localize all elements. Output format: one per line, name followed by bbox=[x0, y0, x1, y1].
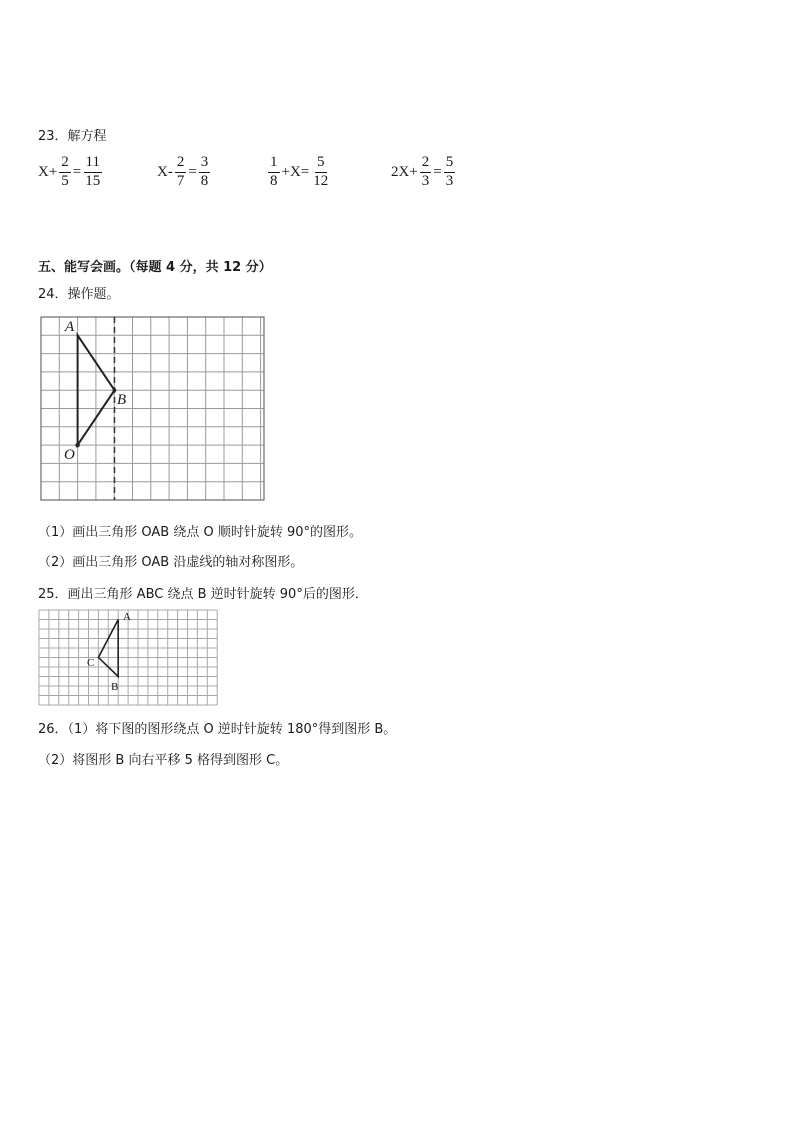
denominator: 5 bbox=[61, 172, 69, 189]
numerator: 3 bbox=[199, 154, 211, 172]
denominator: 3 bbox=[421, 172, 430, 189]
fraction bbox=[83, 154, 102, 190]
point-b bbox=[113, 388, 117, 392]
section-title: 五、能写会画。（每题 4 分，共 12 分） bbox=[38, 260, 272, 275]
grid-lines bbox=[39, 610, 217, 705]
equation-2 bbox=[157, 150, 212, 194]
equation-operator: = bbox=[72, 163, 82, 180]
q26-line2: （2）将图形 B 向右平移 5 格得到图形 C。 bbox=[38, 753, 289, 768]
denominator: 8 bbox=[270, 172, 278, 189]
q24-grid-figure bbox=[38, 314, 268, 504]
label-a: A bbox=[123, 611, 131, 623]
q24-sub1: （1）画出三角形 OAB 绕点 O 顺时针旋转 90°的图形。 bbox=[38, 525, 363, 540]
q26-line1: 26．（1）将下图的图形绕点 O 逆时针旋转 180°得到图形 B。 bbox=[38, 722, 397, 737]
point-o bbox=[75, 443, 79, 447]
fraction bbox=[311, 154, 330, 190]
q24-title: 24．操作题。 bbox=[38, 287, 120, 302]
denominator: 8 bbox=[200, 172, 209, 189]
q25-title: 25．画出三角形 ABC 绕点 B 逆时针旋转 90°后的图形． bbox=[38, 587, 368, 602]
numerator: 11 bbox=[84, 154, 102, 172]
equation-middle: +X= bbox=[281, 163, 310, 180]
equation-1 bbox=[38, 150, 104, 194]
grid-lines bbox=[41, 317, 264, 500]
numerator: 5 bbox=[444, 154, 456, 172]
fraction bbox=[175, 154, 187, 190]
fraction bbox=[199, 154, 211, 190]
denominator: 3 bbox=[445, 172, 454, 189]
numerator: 2 bbox=[175, 154, 187, 172]
numerator: 2 bbox=[420, 154, 432, 172]
fraction bbox=[59, 154, 71, 190]
label-o: O bbox=[64, 447, 75, 463]
numerator: 2 bbox=[59, 154, 71, 172]
q24-sub2: （2）画出三角形 OAB 沿虚线的轴对称图形。 bbox=[38, 555, 304, 570]
equation-prefix: X+ bbox=[38, 163, 58, 180]
q23-title: 23．解方程 bbox=[38, 129, 107, 144]
equation-operator: = bbox=[433, 163, 442, 180]
equation-4 bbox=[391, 150, 457, 194]
fraction bbox=[268, 154, 280, 190]
fraction bbox=[420, 154, 432, 190]
label-c: C bbox=[87, 657, 95, 669]
denominator: 12 bbox=[313, 172, 329, 189]
numerator: 1 bbox=[268, 154, 280, 172]
denominator: 7 bbox=[176, 172, 185, 189]
denominator: 15 bbox=[85, 172, 101, 189]
q25-grid-figure bbox=[37, 608, 221, 708]
label-b: B bbox=[117, 392, 127, 408]
equation-prefix: 2X+ bbox=[391, 163, 418, 180]
equation-operator: = bbox=[188, 163, 197, 180]
numerator: 5 bbox=[315, 154, 327, 172]
label-a: A bbox=[65, 319, 75, 335]
equation-3 bbox=[266, 150, 332, 194]
equation-prefix: X- bbox=[157, 163, 173, 180]
fraction bbox=[444, 154, 456, 190]
label-b: B bbox=[111, 681, 119, 693]
